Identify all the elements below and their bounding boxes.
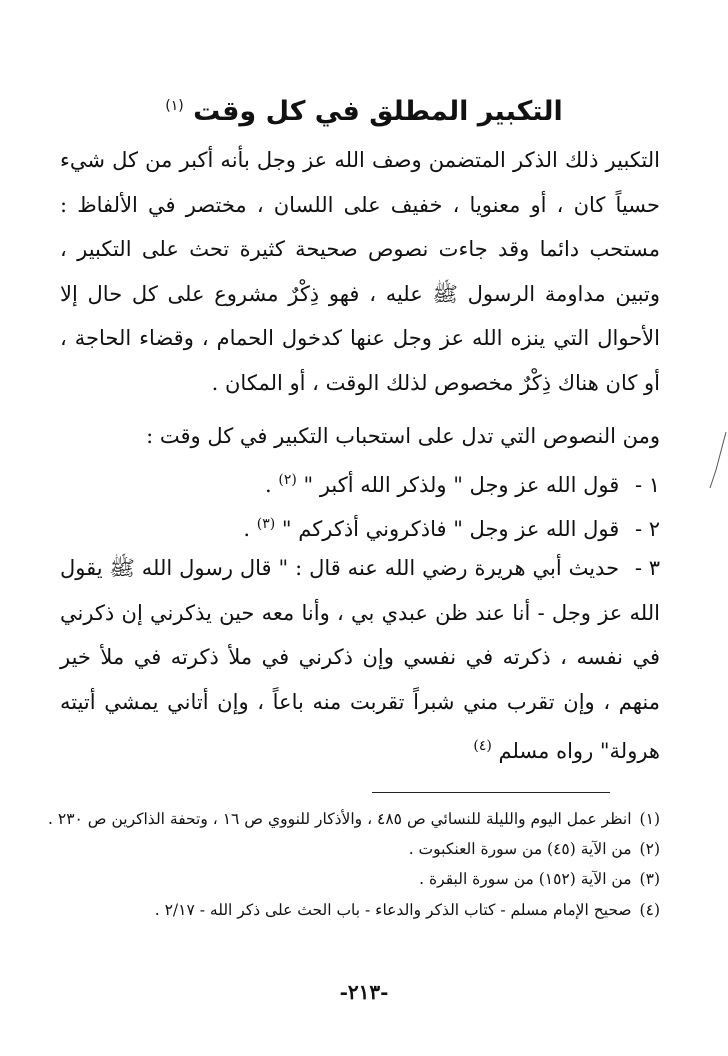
footnote-text: من الآية (٤٥) من سورة العنكبوت . — [408, 840, 632, 858]
list-item-tail: . — [264, 473, 272, 497]
footnote — [60, 868, 660, 890]
list-item-text: قول الله عز وجل " ولذكر الله أكبر " — [303, 473, 620, 497]
footnote-ref: (٣) — [256, 516, 276, 532]
footnote-text: من الآية (١٥٢) من سورة البقرة . — [419, 870, 632, 888]
scan-mark — [706, 430, 728, 490]
evidence-intro-paragraph: ومن النصوص التي تدل على استحباب التكبير في كل وقت : — [146, 424, 660, 448]
footnote-ref: (٢) — [278, 472, 297, 488]
list-item — [60, 502, 660, 552]
intro-paragraph: التكبير ذلك الذكر المتضمن وصف الله عز وجل بأنه أكبر من كل شيء حسياً كان ، أو معنويا ، خفيف على اللسان ، مختصر في الألفاظ : مستحب دائما وقد جاءت نصوص صحيحة كثيرة تحث على التكبير ، وتبين مداومة الرسول ﷺ عليه ، فهو ذِكْرٌ مشروع على كل حال إلا الأحوال التي ينزه الله عز وجل عنها كدخول الحمام ، وقضاء الحاجة ، أو كان هناك ذِكْرٌ مخصوص لذلك الوقت ، أو المكان . — [60, 148, 660, 395]
footnote-text: صحيح الإمام مسلم - كتاب الذكر والدعاء - باب الحث على ذكر الله - ٢/١٧ . — [154, 901, 632, 919]
footnote — [48, 808, 660, 830]
list-item-text: قول الله عز وجل " فاذكروني أذكركم " — [281, 517, 620, 541]
footnote-number: (٤) — [639, 901, 660, 919]
footnote-number: (٢) — [639, 840, 660, 858]
footnote-separator — [372, 792, 610, 793]
list-item — [60, 546, 660, 774]
page-title — [0, 86, 728, 132]
list-item-number: ١ - — [634, 473, 660, 497]
footnote — [60, 838, 660, 860]
list-item — [60, 458, 660, 508]
list-item-number: ٢ - — [634, 517, 660, 541]
title-text: التكبير المطلق في كل وقت — [193, 96, 563, 127]
footnote-ref: (٤) — [473, 738, 492, 754]
list-item-number: ٣ - — [634, 556, 660, 580]
list-item-text: حديث أبي هريرة رضي الله عنه قال : " قال رسول الله ﷺ يقول الله عز وجل - أنا عند ظن عبدي بي ، وأنا معه حين يذكرني إن ذكرني في نفسه ، ذكرته في نفسي وإن ذكرني في ملأ ذكرته في ملأ خير منهم ، وإن تقرب مني شبراً تقربت منه باعاً ، وإن أتاني يمشي أتيته هرولة" رواه مسلم — [60, 556, 660, 763]
footnote — [60, 899, 660, 921]
list-item-tail: . — [243, 517, 251, 541]
footnote-number: (٣) — [639, 870, 660, 888]
title-footnote-ref: (١) — [165, 98, 184, 114]
footnote-number: (١) — [639, 810, 660, 828]
footnote-text: انظر عمل اليوم والليلة للنسائي ص ٤٨٥ ، والأذكار للنووي ص ١٦ ، وتحفة الذاكرين ص ٢٣٠ . — [48, 810, 632, 828]
page-number: -٢١٣- — [339, 980, 389, 1004]
